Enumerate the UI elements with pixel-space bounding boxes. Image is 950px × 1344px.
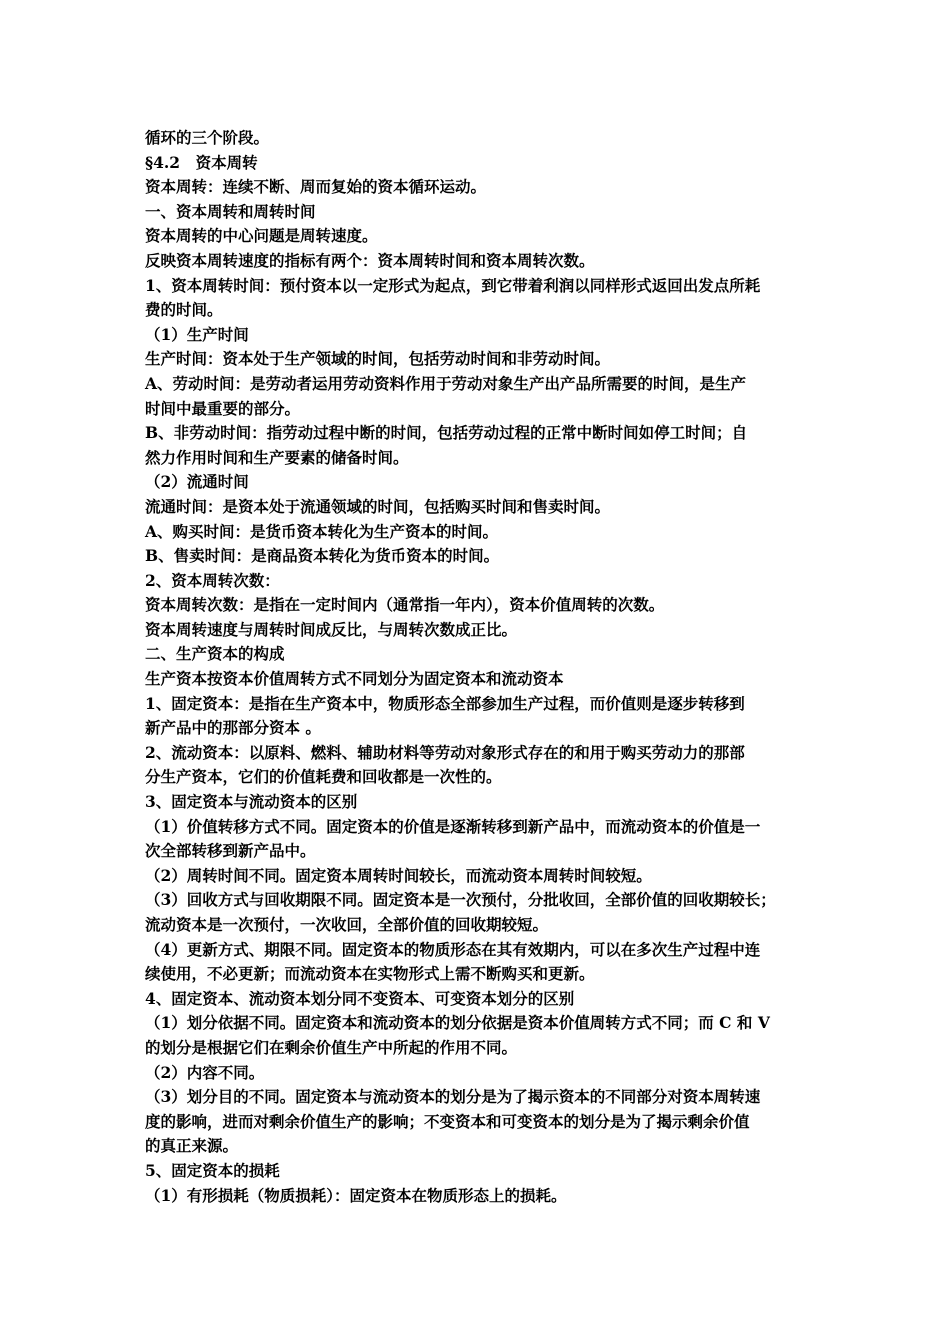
text-line: B、非劳动时间：指劳动过程中断的时间，包括劳动过程的正常中断时间如停工时间；自 bbox=[145, 423, 748, 443]
text-line: （1）划分依据不同。固定资本和流动资本的划分依据是资本价值周转方式不同；而 C 和 V bbox=[145, 1013, 770, 1033]
text-line: 的划分是根据它们在剩余价值生产中所起的作用不同。 bbox=[145, 1037, 518, 1057]
text-line: （2）流通时间 bbox=[145, 472, 249, 492]
text-line: A、购买时间：是货币资本转化为生产资本的时间。 bbox=[145, 521, 499, 541]
text-line: 4、固定资本、流动资本划分同不变资本、可变资本划分的区别 bbox=[145, 988, 575, 1008]
text-line: （3）回收方式与回收期限不同。固定资本是一次预付，分批收回，全部价值的回收期较长； bbox=[145, 890, 776, 910]
text-line: 1、资本周转时间：预付资本以一定形式为起点，到它带着利润以同样形式返回出发点所耗 bbox=[145, 275, 761, 295]
text-line: 新产品中的那部分资本 。 bbox=[145, 718, 321, 738]
text-line: 循环的三个阶段。 bbox=[145, 128, 270, 147]
text-line: 时间中最重要的部分。 bbox=[145, 398, 301, 418]
text-line: （2）内容不同。 bbox=[145, 1062, 265, 1082]
text-line: 3、固定资本与流动资本的区别 bbox=[145, 792, 358, 812]
subsection-heading: 二、生产资本的构成 bbox=[145, 644, 285, 664]
text-line: 生产资本按资本价值周转方式不同划分为固定资本和流动资本 bbox=[145, 669, 564, 689]
text-line: 资本周转：连续不断、周而复始的资本循环运动。 bbox=[145, 177, 487, 197]
text-line: 费的时间。 bbox=[145, 300, 223, 320]
text-line: 流通时间：是资本处于流通领域的时间，包括购买时间和售卖时间。 bbox=[145, 496, 611, 516]
subsection-heading: 一、资本周转和周转时间 bbox=[145, 201, 316, 221]
text-line: （1）生产时间 bbox=[145, 324, 249, 344]
text-line: A、劳动时间：是劳动者运用劳动资料作用于劳动对象生产出产品所需要的时间，是生产 bbox=[145, 373, 747, 393]
text-line: （3）划分目的不同。固定资本与流动资本的划分是为了揭示资本的不同部分对资本周转速 bbox=[145, 1087, 761, 1107]
text-line: （2）周转时间不同。固定资本周转时间较长，而流动资本周转时间较短。 bbox=[145, 865, 652, 885]
text-line: 流动资本是一次预付，一次收回，全部价值的回收期较短。 bbox=[145, 915, 549, 934]
text-line: 资本周转的中心问题是周转速度。 bbox=[145, 226, 378, 246]
document-body bbox=[145, 126, 825, 1208]
text-line: 生产时间：资本处于生产领域的时间，包括劳动时间和非劳动时间。 bbox=[145, 349, 611, 369]
text-line: 2、资本周转次数： bbox=[145, 570, 280, 590]
text-line: 度的影响，进而对剩余价值生产的影响；不变资本和可变资本的划分是为了揭示剩余价值 bbox=[145, 1111, 750, 1131]
text-line: 然力作用时间和生产要素的储备时间。 bbox=[145, 447, 409, 467]
text-line: 5、固定资本的损耗 bbox=[145, 1160, 280, 1180]
text-line: （1）有形损耗（物质损耗）：固定资本在物质形态上的损耗。 bbox=[145, 1185, 567, 1205]
text-line: （1）价值转移方式不同。固定资本的价值是逐渐转移到新产品中，而流动资本的价值是一 bbox=[145, 816, 761, 836]
section-heading: §4.2 资本周转 bbox=[145, 152, 258, 172]
text-line: 续使用，不必更新；而流动资本在实物形式上需不断购买和更新。 bbox=[145, 964, 595, 984]
text-line: 分生产资本，它们的价值耗费和回收都是一次性的。 bbox=[145, 767, 502, 787]
text-line: （4）更新方式、期限不同。固定资本的物质形态在其有效期内，可以在多次生产过程中连 bbox=[145, 939, 761, 959]
text-line: 2、流动资本：以原料、燃料、辅助材料等劳动对象形式存在的和用于购买劳动力的那部 bbox=[145, 742, 745, 762]
text-line: 资本周转速度与周转时间成反比，与周转次数成正比。 bbox=[145, 619, 518, 639]
text-line: 资本周转次数：是指在一定时间内（通常指一年内），资本价值周转的次数。 bbox=[145, 595, 665, 615]
text-line: 反映资本周转速度的指标有两个：资本周转时间和资本周转次数。 bbox=[145, 250, 595, 270]
text-line: 的真正来源。 bbox=[145, 1136, 239, 1156]
text-line: 1、固定资本：是指在生产资本中，物质形态全部参加生产过程，而价值则是逐步转移到 bbox=[145, 693, 745, 713]
text-line: B、售卖时间：是商品资本转化为货币资本的时间。 bbox=[145, 546, 500, 566]
text-line: 次全部转移到新产品中。 bbox=[145, 841, 316, 861]
